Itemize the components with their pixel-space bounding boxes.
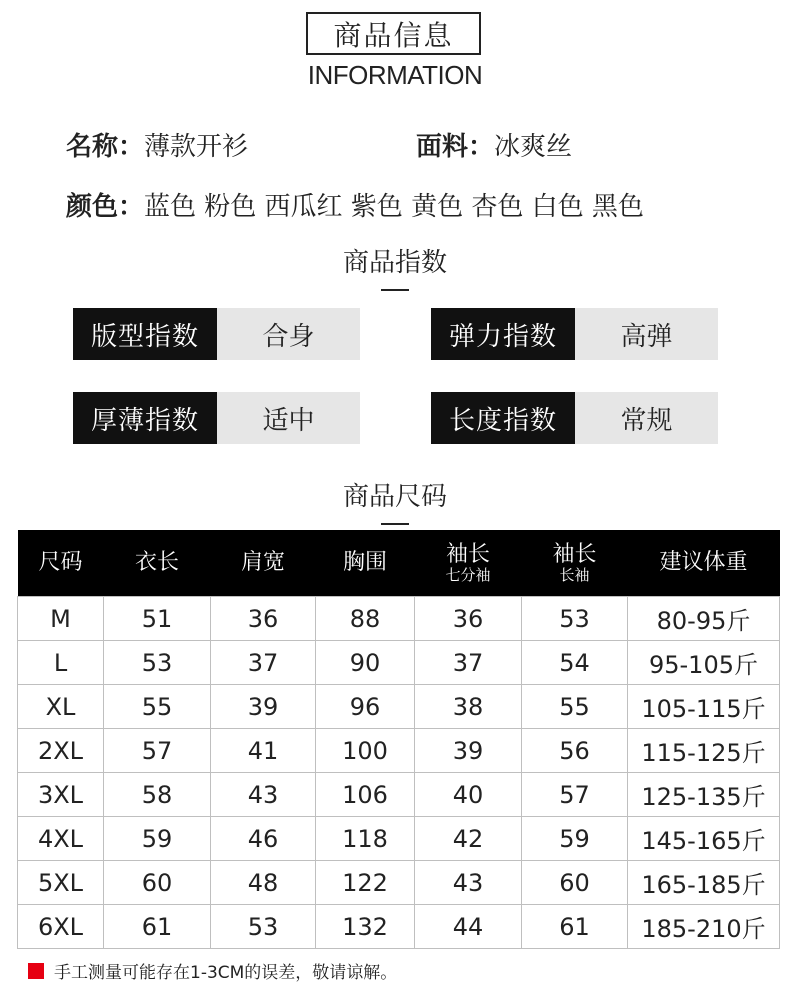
table-cell: 165-185斤 — [628, 861, 780, 905]
table-cell: 61 — [104, 905, 211, 949]
index-stretch — [431, 308, 718, 360]
color-label: 颜色： — [66, 192, 145, 222]
section-underline — [381, 289, 409, 291]
index-thickness — [73, 392, 360, 444]
fabric-label: 面料： — [416, 132, 495, 162]
table-cell: 132 — [316, 905, 415, 949]
note-text: 手工测量可能存在1-3CM的误差，敬请谅解。 — [54, 963, 398, 983]
table-cell: 185-210斤 — [628, 905, 780, 949]
table-cell: 46 — [211, 817, 316, 861]
table-cell: 90 — [316, 641, 415, 685]
table-row — [18, 817, 780, 861]
table-cell: 5XL — [18, 861, 104, 905]
table-cell: 43 — [211, 773, 316, 817]
size-section-header — [0, 476, 790, 525]
header-length: 衣长 — [104, 530, 211, 597]
page-subtitle: INFORMATION — [307, 60, 483, 90]
index-length-label: 长度指数 — [431, 392, 575, 444]
color-row — [66, 186, 644, 223]
index-stretch-label: 弹力指数 — [431, 308, 575, 360]
table-cell: 115-125斤 — [628, 729, 780, 773]
table-cell: 51 — [104, 597, 211, 641]
table-cell: 42 — [415, 817, 522, 861]
fabric-value: 冰爽丝 — [494, 132, 573, 162]
index-thickness-label: 厚薄指数 — [73, 392, 217, 444]
section-underline — [381, 523, 409, 525]
table-cell: 125-135斤 — [628, 773, 780, 817]
table-cell: 95-105斤 — [628, 641, 780, 685]
size-table — [17, 530, 780, 949]
table-cell: 59 — [104, 817, 211, 861]
table-cell: 58 — [104, 773, 211, 817]
table-cell: 3XL — [18, 773, 104, 817]
index-stretch-value: 高弹 — [575, 308, 718, 360]
table-cell: 145-165斤 — [628, 817, 780, 861]
table-cell: 100 — [316, 729, 415, 773]
index-section-header — [0, 242, 790, 291]
header-sleeve-three-quarter: 袖长 七分袖 — [415, 530, 522, 597]
table-cell: L — [18, 641, 104, 685]
table-row — [18, 685, 780, 729]
table-row — [18, 641, 780, 685]
table-row — [18, 905, 780, 949]
table-cell: 41 — [211, 729, 316, 773]
table-cell: 36 — [415, 597, 522, 641]
table-cell: 37 — [415, 641, 522, 685]
table-cell: 44 — [415, 905, 522, 949]
table-cell: 105-115斤 — [628, 685, 780, 729]
table-cell: 88 — [316, 597, 415, 641]
table-cell: XL — [18, 685, 104, 729]
table-cell: 39 — [415, 729, 522, 773]
fabric-row — [416, 126, 572, 163]
table-row — [18, 861, 780, 905]
table-cell: 39 — [211, 685, 316, 729]
table-cell: 48 — [211, 861, 316, 905]
note-marker-icon — [28, 963, 44, 979]
index-fit-value: 合身 — [217, 308, 360, 360]
table-cell: 55 — [104, 685, 211, 729]
color-value: 蓝色 粉色 西瓜红 紫色 黄色 杏色 白色 黑色 — [144, 192, 644, 222]
table-cell: 106 — [316, 773, 415, 817]
table-cell: 54 — [522, 641, 628, 685]
table-cell: 36 — [211, 597, 316, 641]
table-cell: 118 — [316, 817, 415, 861]
index-fit — [73, 308, 360, 360]
size-table-header — [18, 530, 780, 597]
table-cell: 6XL — [18, 905, 104, 949]
table-cell: 56 — [522, 729, 628, 773]
table-cell: 53 — [211, 905, 316, 949]
header-weight: 建议体重 — [628, 530, 780, 597]
table-row — [18, 729, 780, 773]
header-size: 尺码 — [18, 530, 104, 597]
table-cell: 38 — [415, 685, 522, 729]
measurement-note — [28, 958, 397, 983]
table-cell: 122 — [316, 861, 415, 905]
page-title: 商品信息 — [306, 12, 481, 55]
table-cell: 53 — [522, 597, 628, 641]
table-cell: 4XL — [18, 817, 104, 861]
table-cell: 96 — [316, 685, 415, 729]
name-value: 薄款开衫 — [144, 132, 249, 162]
table-cell: 60 — [104, 861, 211, 905]
size-section-title: 商品尺码 — [342, 482, 447, 512]
index-fit-label: 版型指数 — [73, 308, 217, 360]
table-cell: 55 — [522, 685, 628, 729]
table-cell: 40 — [415, 773, 522, 817]
table-cell: 60 — [522, 861, 628, 905]
header-shoulder: 肩宽 — [211, 530, 316, 597]
header-sleeve-long: 袖长 长袖 — [522, 530, 628, 597]
table-cell: 80-95斤 — [628, 597, 780, 641]
table-row — [18, 773, 780, 817]
table-cell: 53 — [104, 641, 211, 685]
table-cell: 43 — [415, 861, 522, 905]
table-cell: 2XL — [18, 729, 104, 773]
index-thickness-value: 适中 — [217, 392, 360, 444]
table-row — [18, 597, 780, 641]
name-row — [66, 126, 248, 163]
index-length — [431, 392, 718, 444]
table-cell: 61 — [522, 905, 628, 949]
table-cell: 57 — [104, 729, 211, 773]
header-chest: 胸围 — [316, 530, 415, 597]
table-cell: 59 — [522, 817, 628, 861]
table-cell: 37 — [211, 641, 316, 685]
index-length-value: 常规 — [575, 392, 718, 444]
name-label: 名称： — [66, 132, 145, 162]
table-cell: M — [18, 597, 104, 641]
table-cell: 57 — [522, 773, 628, 817]
index-section-title: 商品指数 — [342, 248, 447, 278]
